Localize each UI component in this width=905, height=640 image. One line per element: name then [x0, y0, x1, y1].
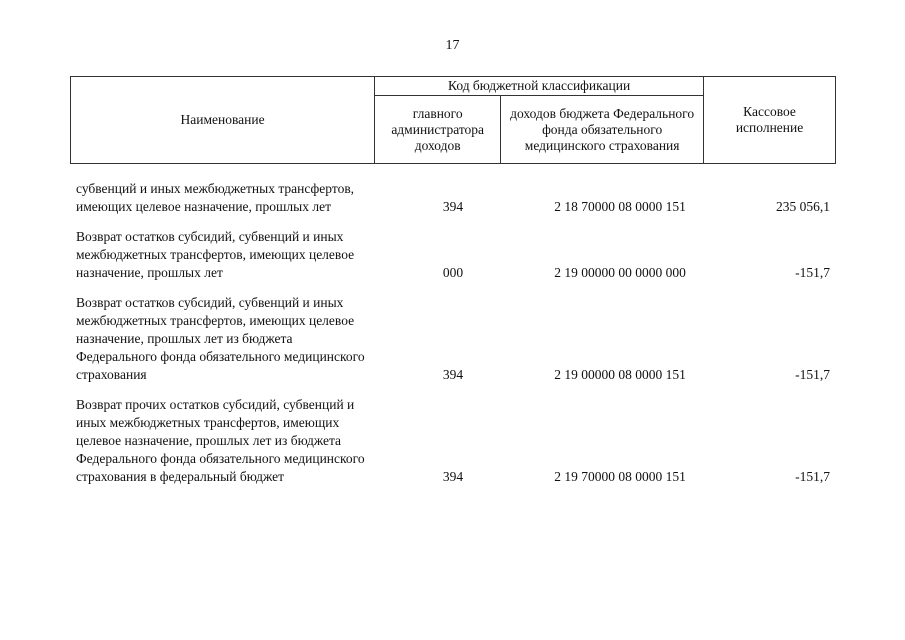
row-name: субвенций и иных межбюджетных трансфертов, имеющих целевое назначение, прошлых лет [76, 181, 355, 214]
row-income-code: 2 19 00000 08 0000 151 [554, 367, 686, 382]
row-amount: 235 056,1 [776, 199, 830, 214]
row-income-code: 2 19 70000 08 0000 151 [554, 469, 686, 484]
row-name: Возврат прочих остатков субсидий, субвенций и иных межбюджетных трансфертов, имеющих целевое назначение, прошлых лет из бюджета Федерального фонда обязательного медицинского страхования в федеральный бюджет [76, 397, 365, 484]
row-income-code: 2 18 70000 08 0000 151 [554, 199, 686, 214]
row-name: Возврат остатков субсидий, субвенций и иных межбюджетных трансфертов, имеющих целевое назначение, прошлых лет [76, 229, 355, 280]
table-row [70, 294, 836, 384]
table-row [70, 228, 836, 282]
header-name: Наименование [71, 77, 375, 164]
row-amount: -151,7 [795, 367, 830, 382]
row-admin-code: 394 [442, 469, 464, 484]
row-amount: -151,7 [795, 265, 830, 280]
row-name: Возврат остатков субсидий, субвенций и иных межбюджетных трансфертов, имеющих целевое назначение, прошлых лет из бюджета Федерального фонда обязательного медицинского страхования [76, 295, 365, 382]
row-admin-code: 394 [442, 199, 464, 214]
row-admin-code: 394 [442, 367, 464, 382]
table-row [70, 396, 836, 486]
header-admin: главного администратора доходов [375, 96, 501, 164]
table-body [70, 180, 836, 498]
table-row [70, 180, 836, 216]
page-number: 17 [445, 38, 460, 53]
row-income-code: 2 19 00000 00 0000 000 [554, 265, 686, 280]
header-classification-group: Код бюджетной классификации [375, 77, 704, 96]
header-execution: Кассовое исполнение [704, 77, 836, 164]
row-amount: -151,7 [795, 469, 830, 484]
row-admin-code: 000 [442, 265, 464, 280]
table-header [70, 76, 836, 164]
header-income: доходов бюджета Федерального фонда обязательного медицинского страхования [501, 96, 704, 164]
